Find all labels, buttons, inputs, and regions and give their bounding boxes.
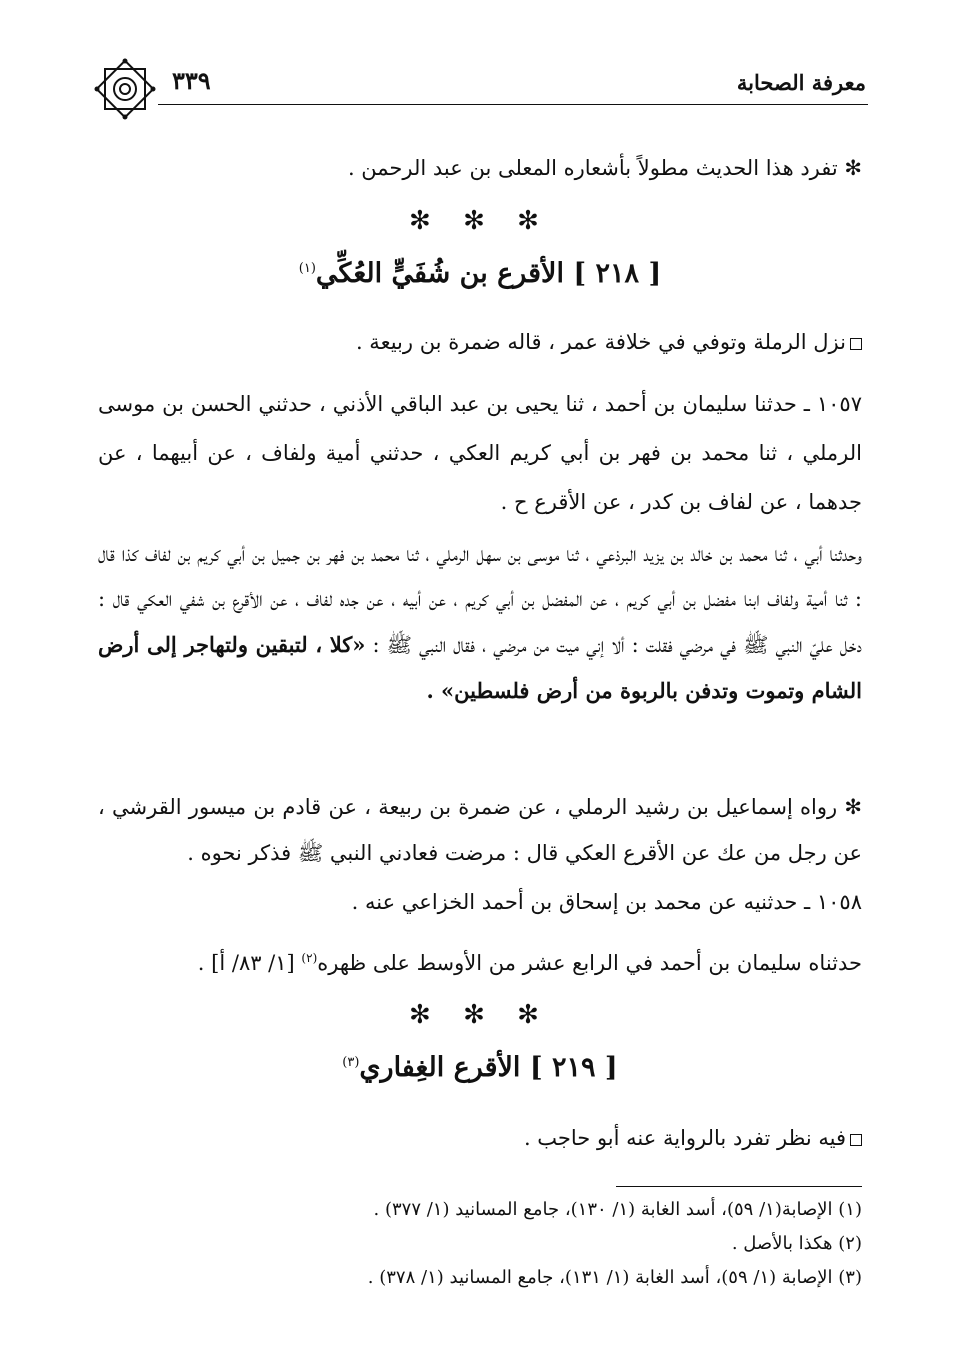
entry-intro-text: نزل الرملة وتوفي في خلافة عمر ، قاله ضمرة بن ربيعة .	[355, 330, 846, 354]
manuscript-note	[98, 940, 862, 981]
running-title: معرفة الصحابة	[736, 70, 866, 95]
entry-intro	[98, 1120, 862, 1156]
footnote-3: (٣) الإصابة (١/ ٥٩)، أسد الغابة (١/ ١٣١)، جامع المسانيد (١/ ٣٧٨) .	[367, 1267, 862, 1288]
hadith-chain	[98, 532, 862, 714]
note-paragraph: ✻ رواه إسماعيل بن رشيد الرملي ، عن ضمرة بن ربيعة ، عن قادم بن ميسور القرشي ، عن رجل من عك عن الأقرع العكي قال : مرضت فعادني النبي ﷺ فذكر نحوه .	[98, 795, 862, 865]
header-rule	[158, 104, 868, 105]
square-bullet-icon	[850, 338, 862, 350]
ornament-icon	[92, 56, 158, 122]
hadith-chain-text: وحدثنا أبي ، ثنا محمد بن خالد بن يزيد البرذعي ، ثنا موسى بن سهل الرملي ، ثنا محمد بن فهر بن جميل بن أبي كريم بن لفاف كذا قال : ثنا أمية ولفاف ابنا مفضل بن أبي كريم ، عن المفضل بن أبي كريم ، عن أبيه ، عن جده لفاف ، عن الأقرع بن شفي العكي قال : دخل عليّ النبي ﷺ في مرضي فقلت : ألا إني ميت من مرضي ، فقال النبي ﷺ :	[98, 542, 862, 657]
note-paragraph: ✻ تفرد هذا الحديث مطولاً بأشعاره المعلى بن عبد الرحمن .	[347, 156, 862, 180]
footnote-1: (١) الإصابة(١/ ٥٩)، أسد الغابة (١/ ١٣٠)، جامع المسانيد (١/ ٣٧٧) .	[373, 1199, 862, 1220]
folio-reference: [١/ ٨٣/ أ] .	[197, 951, 302, 975]
footnote-ref: (١)	[298, 261, 316, 276]
page-number: ٣٣٩	[172, 66, 211, 95]
entry-intro	[98, 324, 862, 360]
hadith-1058: ١٠٥٨ ـ حدثنيه عن محمد بن إسحاق بن أحمد الخزاعي عنه .	[351, 890, 862, 914]
entry-heading-text: [ ٢١٨ ] الأقرع بن شُفَيٍّ العُكِّي	[315, 258, 662, 289]
entry-heading-text: [ ٢١٩ ] الأقرع الغِفاري	[359, 1052, 618, 1083]
hadith-1057: ١٠٥٧ ـ حدثنا سليمان بن أحمد ، ثنا يحيى بن عبد الباقي الأذني ، حدثني الحسن بن موسى الرملي ، ثنا محمد بن فهر بن أبي كريم العكي ، حدثني أمية ولفاف ، عن أبيهما ، عن جدهما ، عن لفاف بن كدر ، عن الأقرع ح .	[98, 392, 862, 514]
entry-heading-219	[98, 1052, 862, 1083]
square-bullet-icon	[850, 1134, 862, 1146]
section-separator: ✻ ✻ ✻	[409, 206, 551, 236]
footnote-ref: (٣)	[342, 1055, 360, 1070]
page-header	[92, 56, 868, 116]
footnote-separator	[616, 1186, 862, 1187]
footnote-2: (٢) هكذا بالأصل .	[731, 1233, 862, 1254]
footnote-ref: (٢)	[301, 951, 318, 965]
manuscript-note-text: حدثناه سليمان بن أحمد في الرابع عشر من الأوسط على ظهره	[317, 951, 862, 975]
entry-intro-text: فيه نظر تفرد بالرواية عنه أبو حاجب .	[523, 1126, 846, 1150]
hadith-matn: «كلا ، لتبقين ولتهاجر إلى أرض الشام وتموت وتدفن بالربوة من أرض فلسطين» .	[98, 632, 862, 703]
section-separator: ✻ ✻ ✻	[409, 1000, 551, 1030]
entry-heading-218	[98, 258, 862, 289]
